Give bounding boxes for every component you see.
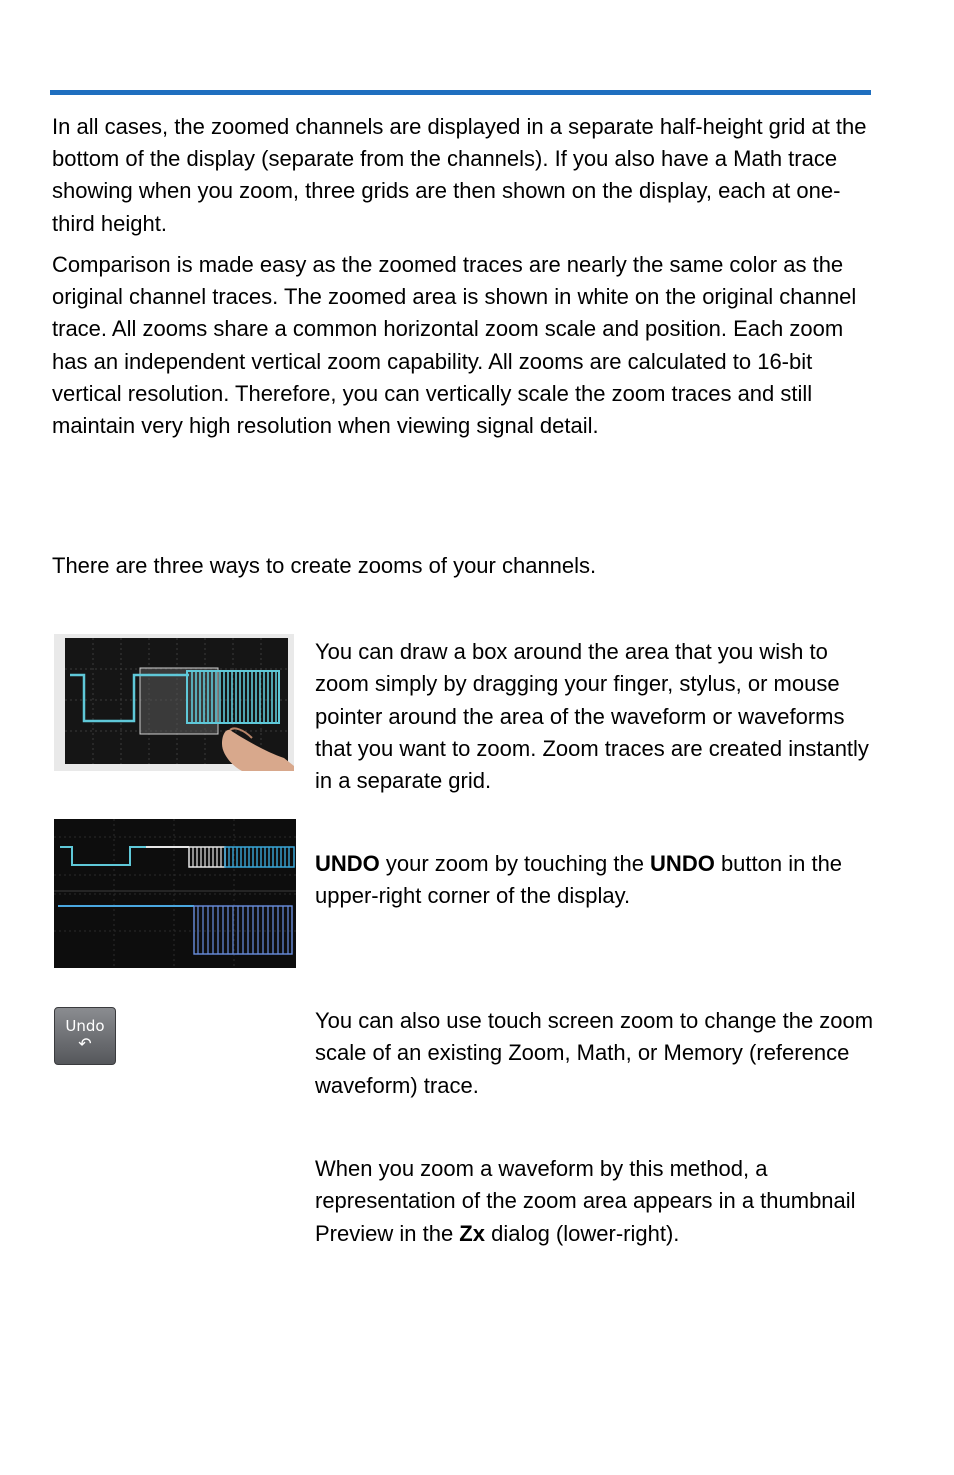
preview-text-start: When you zoom a waveform by this method, a representation of the zoom area appears in a thumbnail Preview in the bbox=[315, 1156, 856, 1246]
zx-dialog-keyword: Zx bbox=[459, 1220, 485, 1246]
touch-zoom-description: You can also use touch screen zoom to change the zoom scale of an existing Zoom, Math, or Memory (reference waveform) trace. bbox=[315, 1008, 874, 1098]
undo-button[interactable] bbox=[54, 1007, 116, 1065]
undo-arrow-icon: ↶ bbox=[78, 1034, 92, 1053]
undo-description bbox=[315, 848, 880, 913]
preview-text-end: dialog (lower-right). bbox=[484, 1220, 680, 1246]
paragraph-comparison: Comparison is made easy as the zoomed traces are nearly the same color as the original channel traces. The zoomed area is shown in white on the original channel trace. All zooms share a common horizontal zoom scale and position. Each zoom has an independent vertical zoom capability. All zooms are calculated to 16-bit vertical resolution. Therefore, you can vertically scale the zoom traces and still maintain very high resolution when viewing signal detail. bbox=[52, 252, 857, 439]
header-rule bbox=[50, 90, 871, 95]
preview-description bbox=[315, 1153, 880, 1250]
undo-text-mid: your zoom by touching the bbox=[379, 851, 651, 876]
paragraph-zoom-grids: In all cases, the zoomed channels are displayed in a separate half-height grid at the bottom of the display (separate from the channels). If you also have a Math trace showing when you zoom, three grids are then shown on the display, each at one-third height. bbox=[52, 114, 867, 236]
undo-keyword-button: UNDO bbox=[650, 851, 715, 876]
draw-box-description: You can draw a box around the area that you wish to zoom simply by dragging your finger, stylus, or mouse pointer around the area of the waveform or waveforms that you want to zoom. Zoom traces are created instantly in a separate grid. bbox=[315, 639, 869, 794]
zoom-grid-display-image bbox=[54, 819, 296, 968]
draw-box-zoom-image bbox=[54, 634, 294, 771]
paragraph-three-ways: There are three ways to create zooms of your channels. bbox=[52, 553, 597, 578]
undo-text-end: button in the upper-right corner of the display. bbox=[315, 851, 843, 909]
undo-keyword: UNDO bbox=[315, 851, 380, 876]
undo-button-label: Undo bbox=[65, 1017, 105, 1035]
